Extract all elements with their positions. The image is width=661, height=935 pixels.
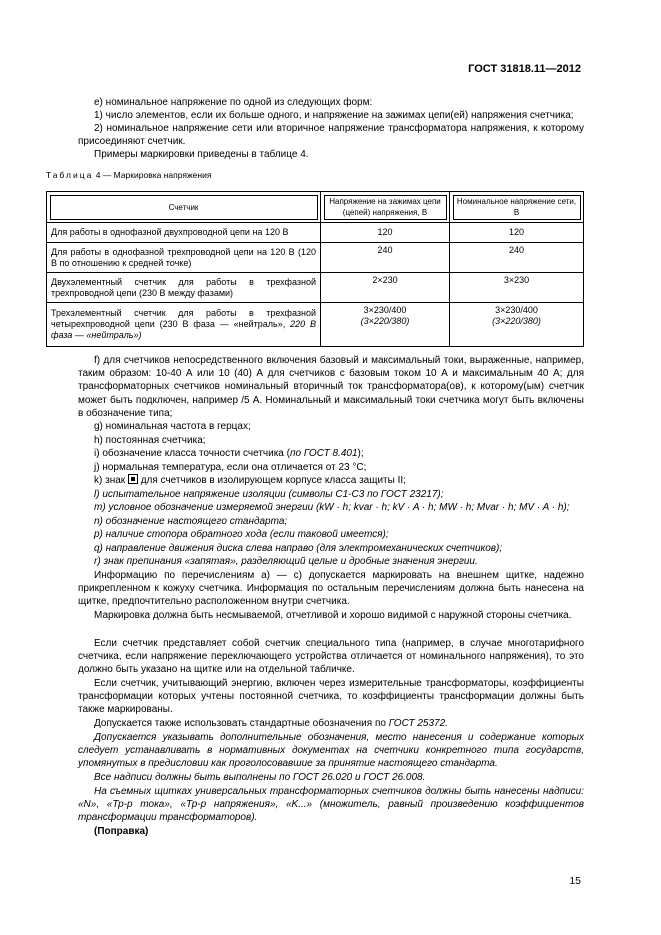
table-row <box>47 273 584 303</box>
row-terminal-voltage: 2×230 <box>321 273 450 303</box>
item-p: p) наличие стопора обратного хода (если таковой имеется); <box>94 529 389 540</box>
table-row <box>47 303 584 347</box>
row-terminal-voltage <box>321 303 450 347</box>
row-value-alt: (3×220/380) <box>360 316 410 326</box>
row-value-main: 3×230/400 <box>495 305 538 315</box>
para-inscriptions: Все надписи должны быть выполнены по ГОСТ 26.020 и ГОСТ 26.008. <box>94 772 426 783</box>
item-i-a: i) обозначение класса точности счетчика ( <box>94 448 290 459</box>
intro-1: 1) число элементов, если их больше одного, и напряжение на зажимах цепи(ей) напряжения счетчика; <box>94 110 574 121</box>
item-i-c: ); <box>357 448 364 459</box>
voltage-marking-table <box>46 191 584 347</box>
row-network-voltage <box>450 303 584 347</box>
intro-2: 2) номинальное напряжение сети или вторичное напряжение трансформатора напряжения, к которому присоединяют счетчик. <box>78 123 584 148</box>
para-info-placement: Информацию по перечислениям а) — с) допускается маркировать на внешнем щитке, надежно прикрепленном к кожуху счетчика. Информация по остальным перечислениям должна быть нанесена на щитке, предпочтительно расположенном внутри счетчика. <box>78 570 584 608</box>
para-transformers: Если счетчик, учитывающий энергию, включен через измерительные трансформаторы, коэффициенты трансформации которых учтены постоянной счетчика, то коэффициенты трансформации должны быть также маркированы. <box>78 678 584 716</box>
row-network-voltage: 3×230 <box>450 273 584 303</box>
row-desc: Для работы в однофазной трехпроводной цепи на 120 В (120 В по отношению к средней точке) <box>47 243 321 273</box>
row-network-voltage: 120 <box>450 223 584 243</box>
item-k-a: k) знак <box>94 475 128 486</box>
page-number: 15 <box>569 875 581 887</box>
row-desc-text: Трехэлементный счетчик для работы в трехфазной четырехпроводной цепи (230 В фаза — «нейтраль», <box>51 308 316 329</box>
item-l: l) испытательное напряжение изоляции (символы С1-С3 по ГОСТ 23217); <box>94 489 444 500</box>
item-k-b: для счетчиков в изолирующем корпусе класса защиты II; <box>137 475 406 486</box>
header-network-voltage: Номинальное напряжение сети, В <box>450 192 584 223</box>
table-caption-text: 4 — Маркировка напряжения <box>93 170 212 180</box>
row-terminal-voltage: 240 <box>321 243 450 273</box>
para-amendment: (Поправка) <box>94 826 149 837</box>
document-header: ГОСТ 31818.11—2012 <box>468 63 581 75</box>
para-additional: Допускается указывать дополнительные обозначения, место нанесения и содержание которых следует устанавливать в нормативных документах на счетчики конкретного типа государств, упомянутых в предисловии как проголосовавшие за принятие настоящего стандарта. <box>78 732 584 770</box>
table-row <box>47 223 584 243</box>
item-n: n) обозначение настоящего стандарта; <box>94 516 288 527</box>
row-desc-italic: 220 В фаза — «нейтраль») <box>51 319 316 340</box>
para-standard-symbols-a: Допускается также использовать стандартные обозначения по <box>94 718 389 729</box>
row-terminal-voltage: 120 <box>321 223 450 243</box>
item-k <box>78 474 584 487</box>
table-caption <box>46 170 211 180</box>
item-q: q) направление движения диска слева направо (для электромеханических счетчиков); <box>94 543 503 554</box>
item-i-b: по ГОСТ 8.401 <box>289 448 358 459</box>
para-special-type: Если счетчик представляет собой счетчик специального типа (например, в случае многотарифного счетчика, если напряжение переключающего устройства отличается от номинального напряжения), то это должно быть указано на щитке или на отдельной табличке. <box>78 638 584 676</box>
item-m: m) условное обозначение измеряемой энергии (kW · h; kvar · h; kV · A · h; MW · h; Mvar · h; MV · A · h); <box>94 502 570 513</box>
item-h: h) постоянная счетчика; <box>94 435 206 446</box>
intro-e: е) номинальное напряжение по одной из следующих форм: <box>94 97 373 108</box>
table-caption-label: Таблица <box>46 170 94 180</box>
item-j: j) нормальная температура, если она отличается от 23 °С; <box>94 462 367 473</box>
row-value-alt: (3×220/380) <box>492 316 541 326</box>
item-r: r) знак препинания «запятая», разделяющий целые и дробные значения энергии. <box>94 556 478 567</box>
row-value-main: 3×230/400 <box>363 305 407 315</box>
para-standard-symbols-b: ГОСТ 25372. <box>388 718 448 729</box>
row-desc <box>47 303 321 347</box>
table-row <box>47 243 584 273</box>
para-removable-shields: На съемных щитках универсальных трансформаторных счетчиков должны быть нанесены надписи: «N», «Тр-р тока», «Тр-р напряжения», «K...» (множитель, равный произведению коэффициентов трансформации трансформаторов). <box>78 786 584 824</box>
item-f: f) для счетчиков непосредственного включения базовый и максимальный токи, выраженные, например, таким образом: 10-40 А или 10 (40) А для счетчиков с базовым током 10 А и максимальным 40 А; для трансформаторных счетчиков номинальный вторичный ток трансформатора(ов), к которому(ым) счетчик может быть подключен, например /5 А. Номинальный и максимальный токи счетчика могут быть включены в обозначение типа; <box>78 355 584 419</box>
item-g: g) номинальная частота в герцах; <box>94 421 251 432</box>
para-marking-durable: Маркировка должна быть несмываемой, отчетливой и хорошо видимой с наружной стороны счетчика. <box>94 610 572 621</box>
class-ii-square-icon <box>128 474 138 484</box>
table-header-row <box>47 192 584 223</box>
para-standard-symbols <box>78 717 584 730</box>
intro-examples: Примеры маркировки приведены в таблице 4. <box>94 149 309 160</box>
header-terminal-voltage: Напряжение на зажимах цепи (цепей) напряжения, В <box>321 192 450 223</box>
row-desc: Для работы в однофазной двухпроводной цепи на 120 В <box>47 223 321 243</box>
row-desc: Двухэлементный счетчик для работы в трехфазной трехпроводной цепи (230 В между фазами) <box>47 273 321 303</box>
header-meter: Счетчик <box>47 192 321 223</box>
row-network-voltage: 240 <box>450 243 584 273</box>
item-i <box>78 447 584 460</box>
